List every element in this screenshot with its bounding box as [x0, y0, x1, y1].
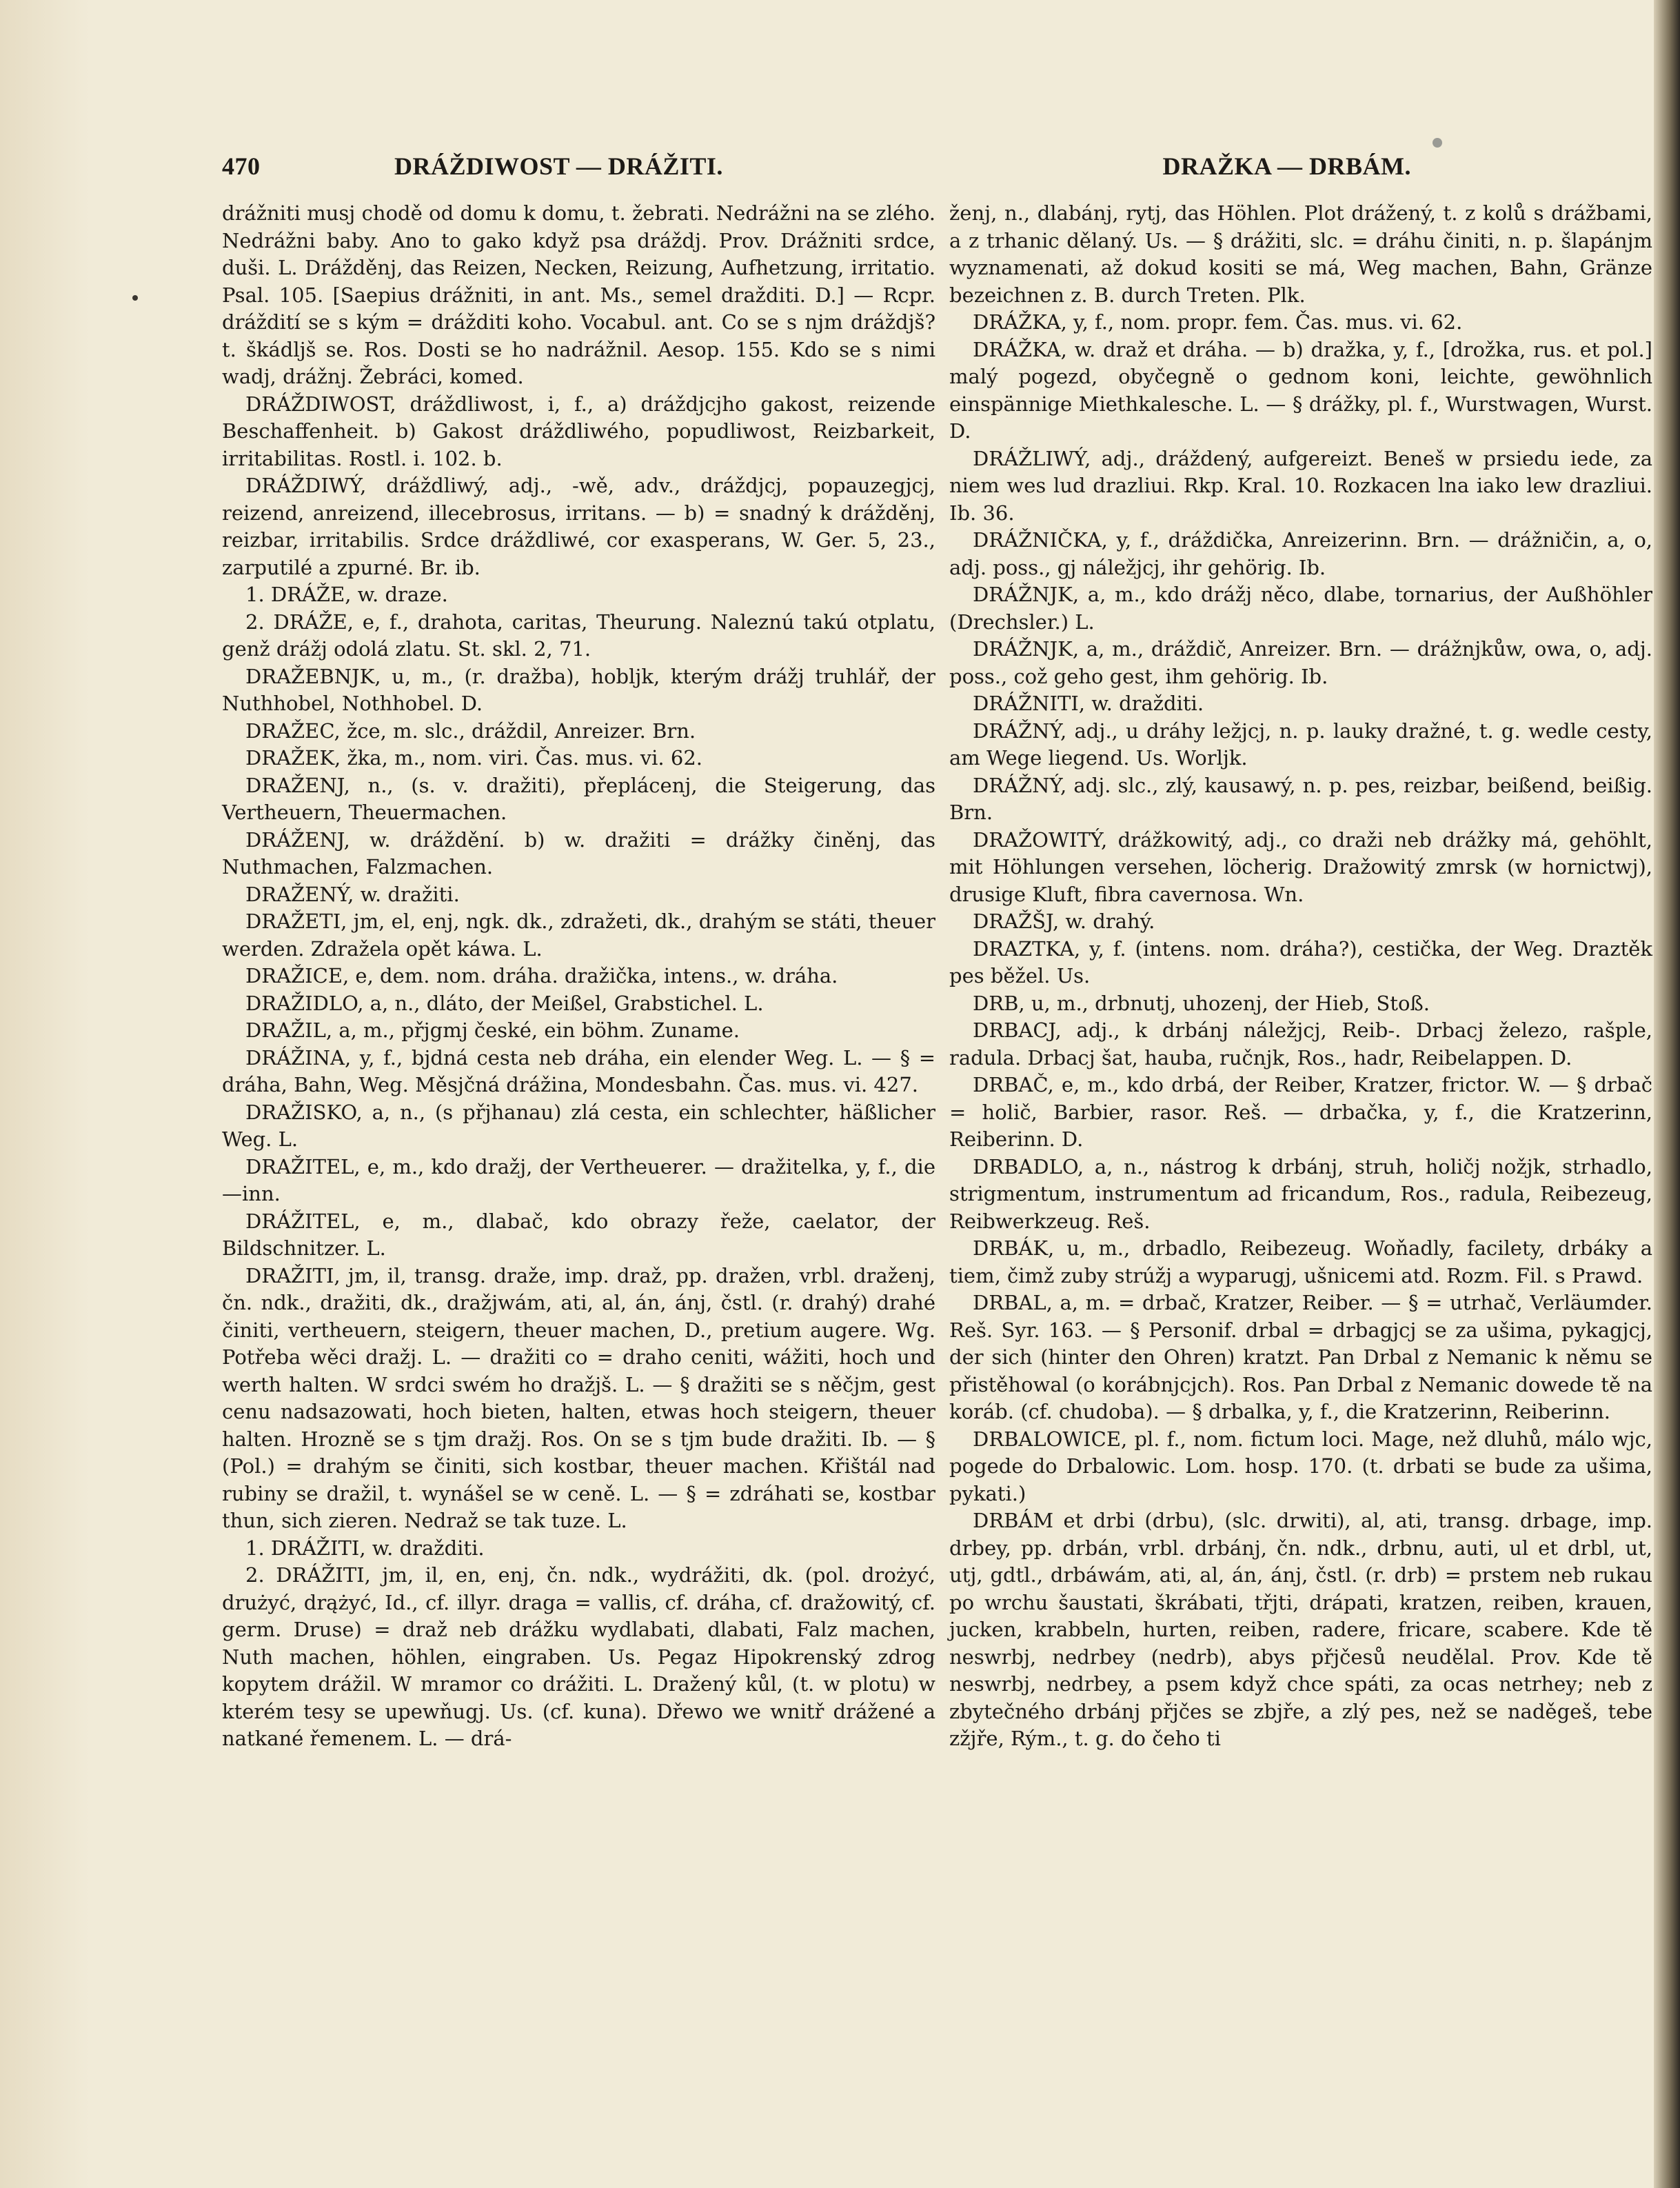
dictionary-entry: ženj, n., dlabánj, rytj, das Höhlen. Plot drážený, t. z kolů s drážbami, a z trhanic dělaný. Us. — § drážiti, slc. = dráhu činiti, n. p. šlapánjm wyznamenati, až dokud kositi se má, Weg machen, Bahn, Gränze bezeichnen z. B. durch Treten. Plk.	[949, 201, 1652, 307]
dictionary-entry: DRB, u, m., drbnutj, uhozenj, der Hieb, Stoß.	[973, 991, 1430, 1015]
dictionary-entry: DRÁŽNIČKA, y, f., dráždička, Anreizerinn. Brn. — drážničin, a, o, adj. poss., gj náležjcj, ihr gehörig. Ib.	[949, 528, 1652, 579]
dictionary-entry: 1. DRÁŽE, w. draze.	[245, 583, 448, 606]
dictionary-entry: DRÁŽITEL, e, m., dlabač, kdo obrazy řeže, caelator, der Bildschnitzer. L.	[222, 1209, 935, 1260]
dictionary-entry: DRBALOWICE, pl. f., nom. fictum loci. Mage, než dluhů, málo wjc, pogede do Drbalowic. Lom. hosp. 170. (t. drbati se bude za ušima, pykati.)	[949, 1427, 1652, 1505]
dictionary-entry: DRÁŽNÝ, adj. slc., zlý, kausawý, n. p. pes, reizbar, beißend, beißig. Brn.	[949, 773, 1652, 824]
dictionary-entry: DRAŽITI, jm, il, transg. draže, imp. draž, pp. dražen, vrbl. draženj, čn. ndk., dražiti, dk., dražjwám, ati, al, án, ánj, čstl. (r. drahý) drahé činiti, vertheuern, steigern, theuer machen, D., pretium augere. Wg. Potřeba wěci dražj. L. — dražiti co = draho ceniti, wážiti, hoch und werth halten. W srdci swém ho dražjš. L. — § dražiti se s něčjm, gest cenu nadsazowati, hoch bieten, halten, etwas hoch steigern, theuer halten. Hrozně se s tjm dražj. Ros. On se s tjm bude dražiti. Ib. — § (Pol.) = drahým se činiti, sich kostbar, theuer machen. Křištál nad rubiny se dražil, t. wynášel se w ceně. L. — § = zdráhati se, kostbar thun, sich zieren. Nedraž se tak tuze. L.	[222, 1263, 935, 1532]
dictionary-entry: DRÁŽKA, w. draž et dráha. — b) dražka, y, f., [drožka, rus. et pol.] malý pogezd, obyčegně o gednom koni, leichte, gewöhnlich einspännige Miethkalesche. L. — § drážky, pl. f., Wurstwagen, Wurst. D.	[949, 337, 1652, 443]
right-column	[949, 200, 1652, 1753]
dictionary-entry: DRÁŽNJK, a, m., dráždič, Anreizer. Brn. — drážnjkůw, owa, o, adj. poss., což geho gest, ihm gehörig. Ib.	[949, 637, 1652, 688]
dictionary-entry: DRBACJ, adj., k drbánj náležjcj, Reib-. Drbacj železo, rašple, radula. Drbacj šat, hauba, ručnjk, Ros., hadr, Reibelappen. D.	[949, 1018, 1652, 1070]
dictionary-entry: DRBAL, a, m. = drbač, Kratzer, Reiber. — § = utrhač, Verläumder. Reš. Syr. 163. — § Personif. drbal = drbagjcj se za ušima, pykagjcj, der sich (hinter den Ohren) kratzt. Pan Drbal z Nemanic k němu se přistěhowal (o korábnjcjch). Ros. Pan Drbal z Nemanic dowede tě na koráb. (cf. chudoba). — § drbalka, y, f., die Kratzerinn, Reiberinn.	[949, 1291, 1652, 1423]
dictionary-entry: DRÁŽINA, y, f., bjdná cesta neb dráha, ein elender Weg. L. — § = dráha, Bahn, Weg. Měsjčná drážina, Mondesbahn. Čas. mus. vi. 427.	[222, 1045, 935, 1096]
dictionary-entry: DRAŽEBNJK, u, m., (r. dražba), hobljk, kterým drážj truhlář, der Nuthhobel, Nothhobel. D.	[222, 664, 935, 715]
dictionary-entry: DRÁŽNJK, a, m., kdo drážj něco, dlabe, tornarius, der Außhöhler (Drechsler.) L.	[949, 583, 1652, 634]
ink-spot	[1433, 138, 1442, 148]
dictionary-entry: DRAŽENÝ, w. dražiti.	[245, 882, 460, 906]
dictionary-entry: DRBÁK, u, m., drbadlo, Reibezeug. Woňadly, facilety, drbáky a tiem, čimž zuby strúžj a wyparugj, ušnicemi atd. Rozm. Fil. s Prawd.	[949, 1236, 1652, 1287]
dictionary-entry: DRAŽISKO, a, n., (s přjhanau) zlá cesta, ein schlechter, häßlicher Weg. L.	[222, 1100, 935, 1151]
page-edge-shadow	[1654, 0, 1680, 2188]
dictionary-entry: 1. DRÁŽITI, w. dražditi.	[245, 1536, 485, 1560]
dictionary-entry: DRÁŽENJ, w. dráždění. b) w. dražiti = drážky činěnj, das Nuthmachen, Falzmachen.	[222, 827, 935, 879]
dictionary-entry: DRÁŽNITI, w. dražditi.	[973, 692, 1204, 715]
dictionary-entry: DRAŽETI, jm, el, enj, ngk. dk., zdražeti, dk., drahým se státi, theuer werden. Zdražela opět káwa. L.	[222, 910, 935, 961]
dictionary-entry: DRAŽIDLO, a, n., dláto, der Meißel, Grabstichel. L.	[245, 991, 764, 1015]
page-number: 470	[222, 152, 261, 180]
running-header	[222, 138, 1411, 193]
dictionary-entry: 2. DRÁŽE, e, f., drahota, caritas, Theurung. Naleznú takú otplatu, genž drážj odolá zlatu. St. skl. 2, 71.	[222, 610, 935, 661]
dictionary-entry: DRBAČ, e, m., kdo drbá, der Reiber, Kratzer, frictor. W. — § drbač = holič, Barbier, rasor. Reš. — drbačka, y, f., die Kratzerinn, Reiberinn. D.	[949, 1073, 1652, 1151]
dictionary-entry: DRÁŽLIWÝ, adj., dráždený, aufgereizt. Beneš w prsiedu iede, za niem wes lud drazliui. Rkp. Kral. 10. Rozkacen lna iako lew drazliui. Ib. 36.	[949, 446, 1652, 525]
dictionary-entry: DRAŽEK, žka, m., nom. viri. Čas. mus. vi. 62.	[245, 746, 702, 770]
dictionary-entry: DRÁŽDIWOST, dráždliwost, i, f., a) dráždjcjho gakost, reizende Beschaffenheit. b) Gakost dráždliwého, popudliwost, Reizbarkeit, irritabilitas. Rostl. i. 102. b.	[222, 392, 935, 470]
dictionary-entry: 2. DRÁŽITI, jm, il, en, enj, čn. ndk., wydrážiti, dk. (pol. drożyć, drużyć, drążyć, Id., cf. illyr. draga = vallis, cf. dráha, cf. dražowitý, cf. germ. Druse) = draž neb drážku wydlabati, dlabati, Falz machen, Nuth machen, höhlen, eingraben. Us. Pegaz Hipokrenský zdrog kopytem drážil. W mramor co drážiti. L. Dražený kůl, (t. w plotu) w kterém tesy se upewňugj. Us. (cf. kuna). Dřewo we wnitř drážené a natkané řemenem. L. — drá-	[222, 1563, 935, 1750]
dictionary-entry: DRBADLO, a, n., nástrog k drbánj, struh, holičj nožjk, strhadlo, strigmentum, instrumentum ad fricandum, Ros., radula, Reibezeug, Reibwerkzeug. Reš.	[949, 1154, 1652, 1233]
dictionary-entry: DRAŽOWITÝ, drážkowitý, adj., co draži neb drážky má, gehöhlt, mit Höhlungen versehen, löcherig. Dražowitý zmrsk (w hornictwj), drusige Kluft, fibra cavernosa. Wn.	[949, 827, 1652, 906]
right-running-title: DRAŽKA — DRBÁM.	[1162, 152, 1411, 180]
dictionary-entry: DRAŽEC, žce, m. slc., dráždil, Anreizer. Brn.	[245, 719, 696, 743]
dictionary-entry: DRAŽICE, e, dem. nom. dráha. dražička, intens., w. dráha.	[245, 964, 838, 987]
margin-mark	[132, 295, 138, 301]
dictionary-entry: DRÁŽNÝ, adj., u dráhy ležjcj, n. p. lauky dražné, t. g. wedle cesty, am Wege liegend. Us. Worljk.	[949, 719, 1652, 770]
dictionary-entry: DRAŽITEL, e, m., kdo dražj, der Vertheuerer. — dražitelka, y, f., die —inn.	[222, 1154, 935, 1205]
left-running-title: DRÁŽDIWOST — DRÁŽITI.	[394, 152, 723, 180]
dictionary-entry: DRBÁM et drbi (drbu), (slc. drwiti), al, ati, transg. drbage, imp. drbey, pp. drbán, vrbl. drbánj, čn. ndk., drbnu, auti, ul et drbl, ut, utj, gdtl., drbáwám, ati, al, án, ánj, čstl. (r. drb) = prstem neb rukau po wrchu šaustati, škrábati, třjti, drápati, kratzen, reiben, krauen, jucken, krabbeln, hurten, reiben, radere, fricare, scabere. Kde tě neswrbj, nedrbey (nedrb), abys přjčesů neudělal. Prov. Kde tě neswrbj, nedrbey, a psem když chce spáti, za ocas netrhey; neb z zbytečného drbánj přjčes se zbjře, a zlý pes, než se naděgeš, tebe zžjře, Rým., t. g. do čeho ti	[949, 1509, 1652, 1750]
dictionary-entry: DRAŽŠJ, w. drahý.	[973, 910, 1155, 933]
page-gutter	[0, 0, 90, 2188]
dictionary-entry: DRÁŽKA, y, f., nom. propr. fem. Čas. mus. vi. 62.	[973, 310, 1463, 334]
dictionary-entry: DRAŽENJ, n., (s. v. dražiti), přeplácenj, die Steigerung, das Vertheuern, Theuermachen.	[222, 773, 935, 824]
dictionary-entry: DRAŽIL, a, m., přjgmj české, ein böhm. Zuname.	[245, 1018, 740, 1042]
dictionary-entry: DRAZTKA, y, f. (intens. nom. dráha?), cestička, der Weg. Draztěk pes běžel. Us.	[949, 936, 1652, 987]
dictionary-entry: drážniti musj chodě od domu k domu, t. žebrati. Nedrážni na se zlého. Nedrážni baby. Ano to gako když psa dráždj. Prov. Drážniti srdce, duši. L. Drážděnj, das Reizen, Necken, Reizung, Aufhetzung, irritatio. Psal. 105. [Saepius drážniti, in ant. Ms., semel dražditi. D.] — Rcpr. dráždití se s kým = drážditi koho. Vocabul. ant. Co se s njm dráždjš? t. škádljš se. Ros. Dosti se ho nadrážnil. Aesop. 155. Kdo se s nimi wadj, drážnj. Žebráci, komed.	[222, 201, 935, 388]
dictionary-entry: DRÁŽDIWÝ, dráždliwý, adj., -wě, adv., dráždjcj, popauzegjcj, reizend, anreizend, illecebrosus, irritans. — b) = snadný k drážděnj, reizbar, irritabilis. Srdce dráždliwé, cor exasperans, W. Ger. 5, 23., zarputilé a zpurné. Br. ib.	[222, 474, 935, 579]
left-column	[222, 200, 935, 1753]
